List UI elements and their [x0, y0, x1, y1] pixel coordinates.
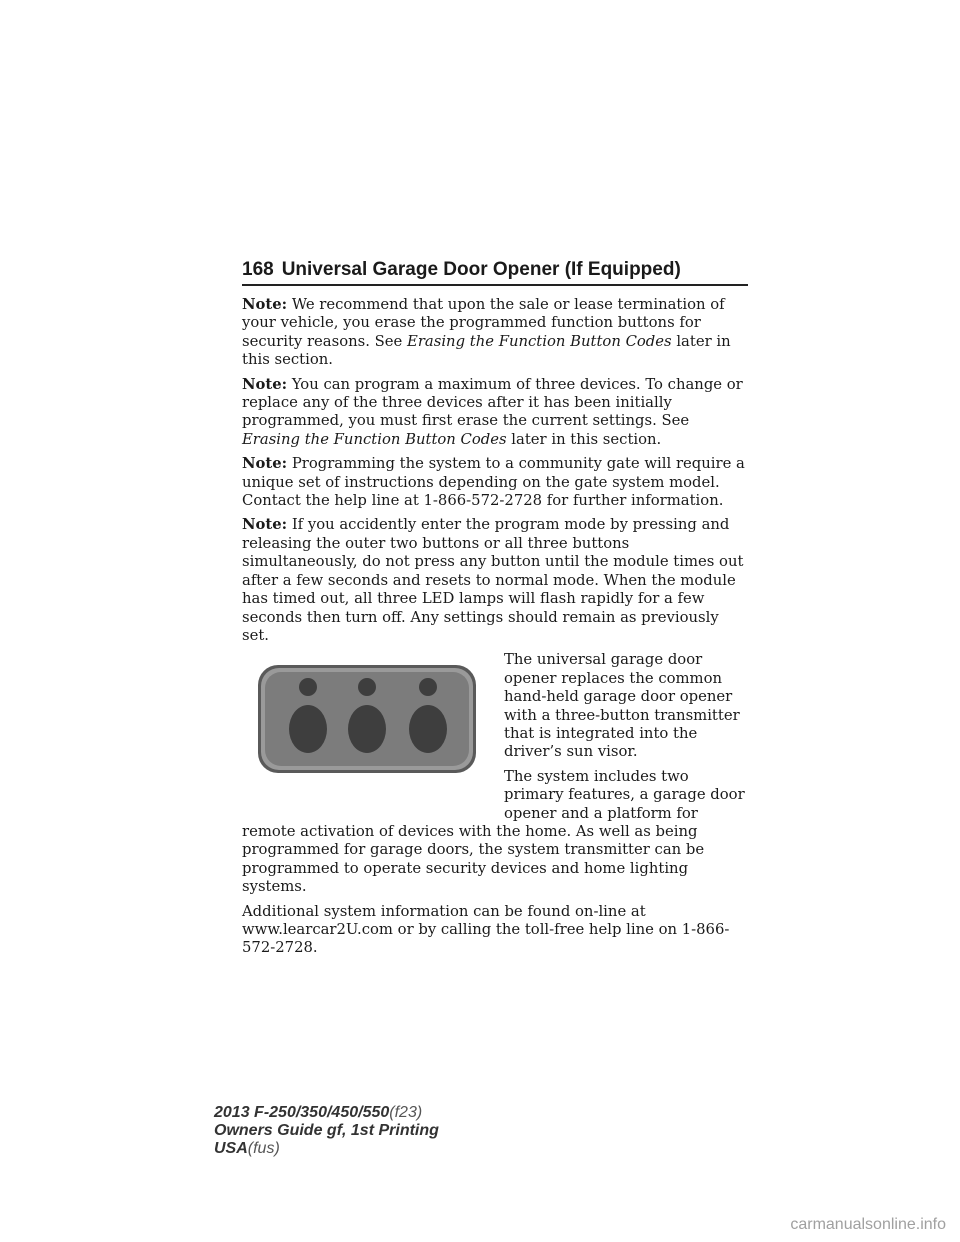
section-title: Universal Garage Door Opener (If Equipped) [281, 259, 681, 280]
note-paragraph [242, 296, 748, 370]
note-label: Note: [242, 516, 288, 534]
note-label: Note: [242, 375, 288, 393]
watermark: carmanualsonline.info [790, 1216, 946, 1233]
page-content [242, 296, 748, 964]
led-indicator [299, 678, 317, 696]
led-indicator [358, 678, 376, 696]
led-indicator [419, 678, 437, 696]
note-text: If you accidently enter the program mode by pressing and releasing the outer two buttons or all three buttons simultaneously, do not press any button until the module times out after a few seconds and resets to normal mode. When the module has timed out, all three LED lamps will flash rapidly for a few seconds then turn off. Any settings should remain as previously set. [242, 516, 744, 644]
cross-reference: Erasing the Function Button Codes [242, 430, 507, 448]
note-paragraph [242, 516, 748, 645]
note-text: later in this section. [242, 332, 731, 369]
model-code: (f23) [389, 1104, 423, 1121]
transmitter-button [289, 705, 327, 753]
print-footer [214, 1104, 439, 1158]
note-text: later in this section. [506, 430, 662, 448]
note-text: We recommend that upon the sale or lease termination of your vehicle, you erase the programmed function buttons for security reasons. See [242, 296, 725, 350]
page-number: 168 [242, 259, 274, 280]
footer-line: Owners Guide gf, 1st Printing [214, 1122, 439, 1139]
note-paragraph [242, 376, 748, 450]
garage-door-opener-figure [242, 657, 492, 807]
note-label: Note: [242, 296, 288, 313]
note-text: You can program a maximum of three devices. To change or replace any of the three devices after it has been initially programmed, you must first erase the current settings. See [242, 375, 743, 430]
transmitter-button [348, 705, 386, 753]
market: USA [214, 1140, 248, 1157]
footer-line [214, 1140, 439, 1158]
body-paragraph: The universal garage door opener replaces the common hand-held garage door opener with a three-button transmitter that is integrated into the driver’s sun visor. [504, 651, 740, 761]
note-label: Note: [242, 455, 288, 473]
note-text: Programming the system to a community gate will require a unique set of instructions depending on the gate system model. Contact the help line at 1-866-572-2728 for further information. [242, 455, 745, 510]
body-paragraph: The system includes two primary features, a garage door opener and a platform for remote activation of devices with the home. As well as being programmed for garage doors, the system transmitter can be programmed to operate security devices and home lighting systems. [242, 767, 745, 896]
market-code: (fus) [247, 1140, 280, 1157]
model-line: 2013 F-250/350/450/550 [214, 1104, 390, 1121]
page-header [242, 258, 748, 286]
body-paragraph: Additional system information can be found on-line at www.learcar2U.com or by calling the toll-free help line on 1-866-572-2728. [242, 902, 730, 957]
cross-reference: Erasing the Function Button Codes [407, 332, 672, 350]
transmitter-button [409, 705, 447, 753]
note-paragraph [242, 455, 748, 510]
garage-door-opener-three-button-icon [242, 657, 492, 807]
footer-line [214, 1104, 439, 1122]
